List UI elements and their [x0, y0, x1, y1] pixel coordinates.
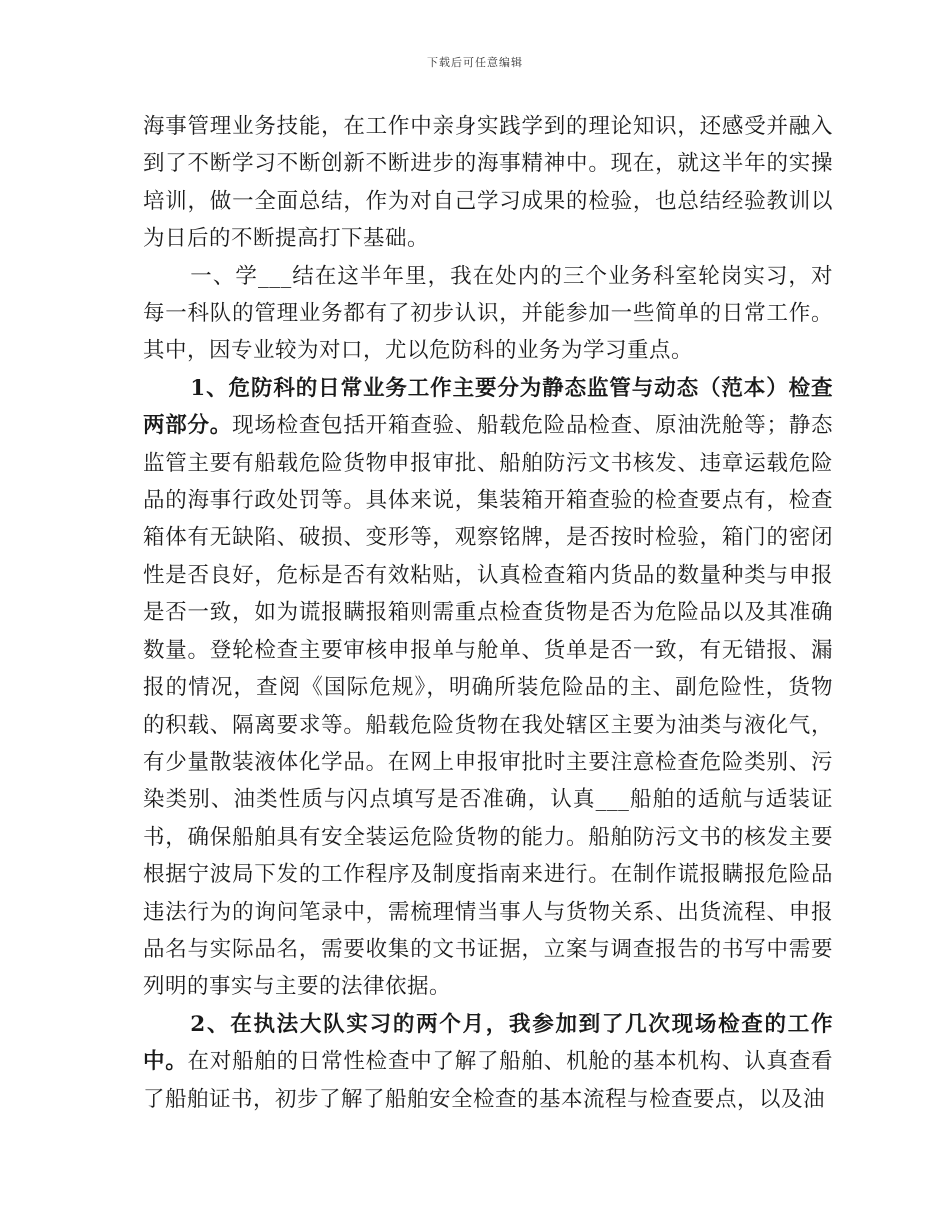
paragraph-1	[143, 108, 833, 258]
paragraph-4-text: 在对船舶的日常性检查中了解了船舶、机舱的基本机构、认真查看了船舶证书，初步了解了船舶安全检查的基本流程与检查要点，以及油	[143, 1049, 833, 1112]
paragraph-4	[143, 1006, 833, 1118]
paragraph-3-heading: 1、危防科的日常业务工作主要分为静态监管与动态（范本）检查两部分。	[143, 375, 833, 439]
paragraph-2	[143, 258, 833, 370]
document-body	[143, 108, 833, 1118]
paragraph-2-text: 一、学___结在这半年里，我在处内的三个业务科室轮岗实习，对每一科队的管理业务都有了初步认识，并能参加一些简单的日常工作。其中，因专业较为对口，尤以危防科的业务为学习重点。	[143, 263, 833, 364]
paragraph-1-text: 海事管理业务技能，在工作中亲身实践学到的理论知识，还感受并融入到了不断学习不断创新不断进步的海事精神中。现在，就这半年的实操培训，做一全面总结，作为对自己学习成果的检验，也总结经验教训以为日后的不断提高打下基础。	[143, 114, 833, 252]
paragraph-3	[143, 370, 833, 1006]
page-header: 下载后可任意编辑	[427, 56, 523, 69]
paragraph-3-text: 现场检查包括开箱查验、船载危险品检查、原油洗舱等；静态监管主要有船载危险货物申报审批、船舶防污文书核发、违章运载危险品的海事行政处罚等。具体来说，集装箱开箱查验的检查要点有，检查箱体有无缺陷、破损、变形等，观察铭牌，是否按时检验，箱门的密闭性是否良好，危标是否有效粘贴，认真检查箱内货品的数量种类与申报是否一致，如为谎报瞒报箱则需重点检查货物是否为危险品以及其准确数量。登轮检查主要审核申报单与舱单、货单是否一致，有无错报、漏报的情况，查阅《国际危规》，明确所装危险品的主、副危险性，货物的积载、隔离要求等。船载危险货物在我处辖区主要为油类与液化气，有少量散装液体化学品。在网上申报审批时主要注意检查危险类别、污染类别、油类性质与闪点填写是否准确，认真___船舶的适航与适装证书，确保船舶具有安全装运危险货物的能力。船舶防污文书的核发主要根据宁波局下发的工作程序及制度指南来进行。在制作谎报瞒报危险品违法行为的询问笔录中，需梳理情当事人与货物关系、出货流程、申报品名与实际品名，需要收集的文书证据，立案与调查报告的书写中需要列明的事实与主要的法律依据。	[143, 413, 833, 1000]
paragraph-4-heading: 2、在执法大队实习的两个月，我参加到了几次现场检查的工作中。	[143, 1011, 833, 1075]
